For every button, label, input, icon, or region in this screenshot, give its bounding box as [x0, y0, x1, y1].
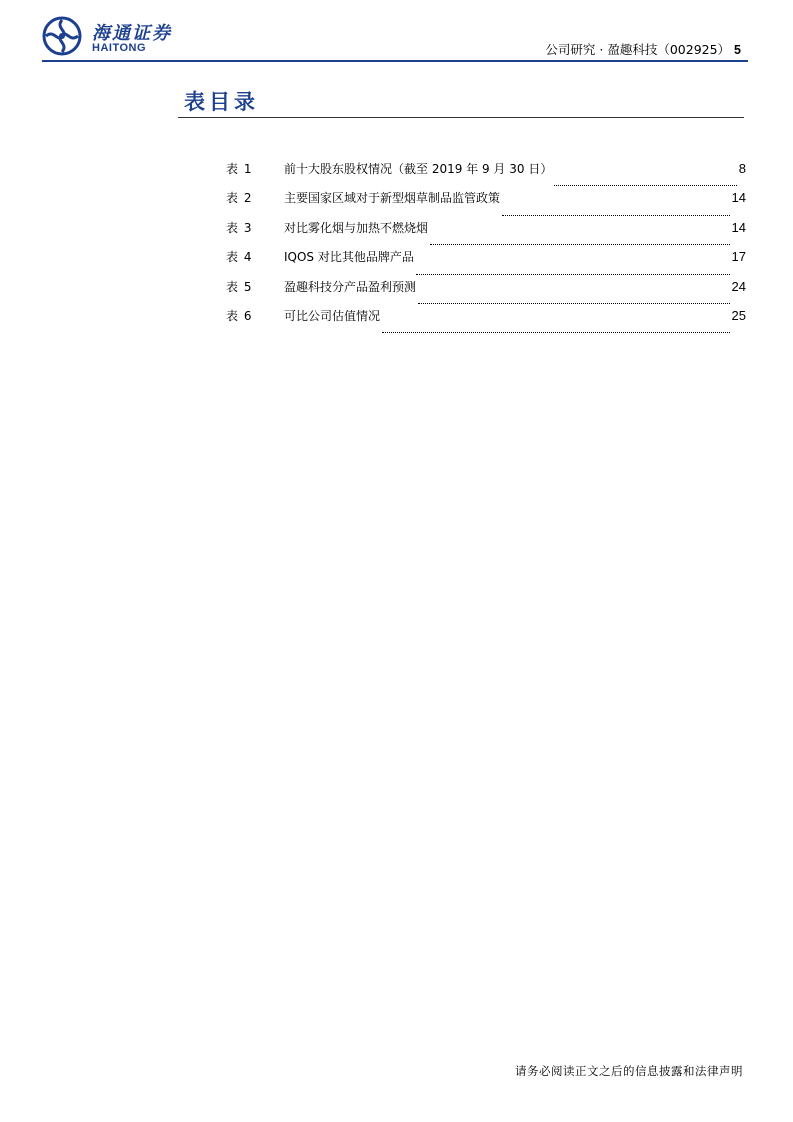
toc-entry-text: 可比公司估值情况 — [284, 308, 381, 323]
toc-dot-leader — [418, 303, 730, 304]
report-header-meta — [545, 40, 741, 58]
toc-entry[interactable] — [226, 307, 746, 336]
company-logo — [42, 16, 212, 58]
toc-entry-label: 表 3 — [226, 220, 253, 235]
toc-entry-page: 14 — [731, 219, 746, 235]
toc-entry[interactable] — [226, 278, 746, 307]
toc-entry-label: 表 4 — [226, 250, 253, 265]
toc-dot-leader — [502, 215, 730, 216]
toc-entry[interactable] — [226, 248, 746, 277]
toc-entry-page: 14 — [731, 190, 746, 206]
legal-disclaimer: 请务必阅读正文之后的信息披露和法律声明 — [515, 1064, 743, 1078]
haitong-emblem-icon — [42, 16, 82, 56]
logo-english-name: HAITONG — [92, 42, 147, 54]
toc-dot-leader — [554, 185, 736, 186]
toc-entry-page: 17 — [731, 249, 746, 265]
page-title: 表目录 — [184, 89, 259, 114]
toc-entry-text: 主要国家区域对于新型烟草制品监管政策 — [284, 191, 501, 206]
toc-entry-page: 8 — [738, 161, 746, 176]
header-divider — [42, 60, 748, 62]
toc-entry[interactable] — [226, 219, 746, 248]
toc-entry-text: 盈趣科技分产品盈利预测 — [284, 279, 417, 294]
toc-entry-page: 25 — [731, 307, 746, 323]
report-meta-text: 公司研究 · 盈趣科技（002925） — [545, 42, 731, 57]
toc-dot-leader — [382, 332, 730, 333]
logo-chinese-name: 海通证券 — [92, 23, 172, 44]
toc-entry-page: 24 — [731, 278, 746, 294]
toc-entry[interactable] — [226, 189, 746, 218]
toc-entry-label: 表 5 — [226, 279, 253, 294]
toc-entry-label: 表 6 — [226, 308, 253, 323]
toc-entry-text: 前十大股东股权情况（截至 2019 年 9 月 30 日） — [284, 162, 553, 176]
toc-dot-leader — [416, 274, 730, 275]
toc-entry-label: 表 1 — [226, 162, 253, 176]
title-divider — [178, 117, 744, 118]
toc-dot-leader — [430, 244, 730, 245]
page-number: 5 — [734, 43, 741, 57]
toc-entry[interactable] — [226, 160, 746, 189]
table-of-tables — [226, 160, 746, 336]
toc-entry-label: 表 2 — [226, 191, 253, 206]
toc-entry-text: IQOS 对比其他品牌产品 — [284, 250, 414, 265]
toc-entry-text: 对比雾化烟与加热不燃烧烟 — [284, 220, 429, 235]
